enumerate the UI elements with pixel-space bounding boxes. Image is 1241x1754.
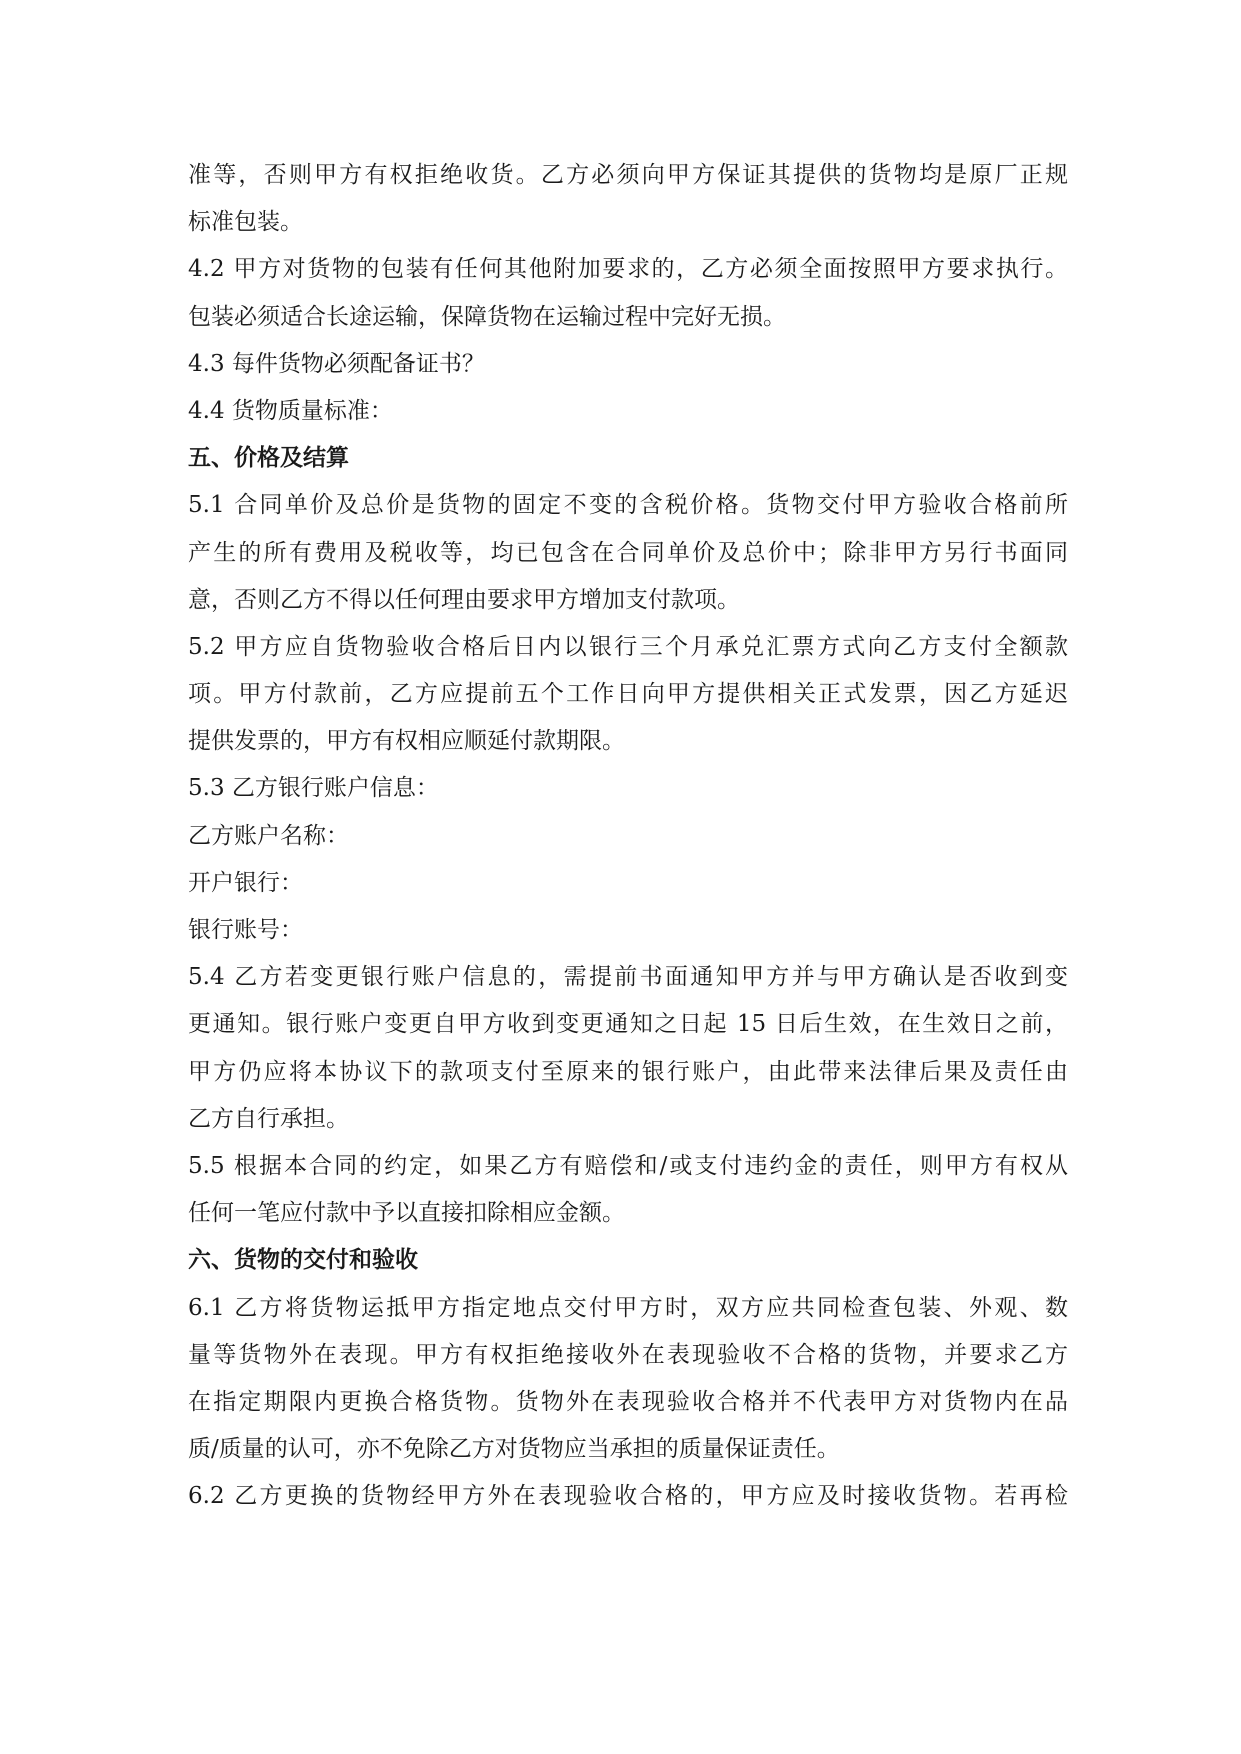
text-line: 5.3 乙方银行账户信息： bbox=[188, 775, 439, 802]
text-line: 项。甲方付款前，乙方应提前五个工作日向甲方提供相关正式发票，因乙方延迟 bbox=[188, 681, 1068, 708]
text-line: 5.5 根据本合同的约定，如果乙方有赔偿和/或支付违约金的责任，则甲方有权从 bbox=[188, 1152, 1068, 1179]
text-line: 4.4 货物质量标准： bbox=[188, 397, 393, 424]
text-line: 5.4 乙方若变更银行账户信息的，需提前书面通知甲方并与甲方确认是否收到变 bbox=[188, 964, 1068, 991]
text-line: 质/质量的认可，亦不免除乙方对货物应当承担的质量保证责任。 bbox=[188, 1436, 840, 1463]
text-line: 准等，否则甲方有权拒绝收货。乙方必须向甲方保证其提供的货物均是原厂正规 bbox=[188, 162, 1068, 188]
text-line: 银行账号： bbox=[188, 917, 303, 943]
text-line: 更通知。银行账户变更自甲方收到变更通知之日起 15 日后生效，在生效日之前， bbox=[188, 1011, 1068, 1038]
text-line: 6.1 乙方将货物运抵甲方指定地点交付甲方时，双方应共同检查包装、外观、数 bbox=[188, 1294, 1068, 1321]
text-line: 提供发票的，甲方有权相应顺延付款期限。 bbox=[188, 728, 625, 755]
text-line: 包装必须适合长途运输，保障货物在运输过程中完好无损。 bbox=[188, 303, 786, 330]
text-line: 意，否则乙方不得以任何理由要求甲方增加支付款项。 bbox=[188, 586, 740, 613]
text-line: 开户银行： bbox=[188, 869, 303, 896]
text-line: 5.1 合同单价及总价是货物的固定不变的含税价格。货物交付甲方验收合格前所 bbox=[188, 492, 1068, 519]
text-line: 5.2 甲方应自货物验收合格后日内以银行三个月承兑汇票方式向乙方支付全额款 bbox=[188, 633, 1068, 660]
section-heading: 六、货物的交付和验收 bbox=[188, 1247, 418, 1274]
section-heading: 五、价格及结算 bbox=[188, 445, 349, 472]
text-line: 4.2 甲方对货物的包装有任何其他附加要求的，乙方必须全面按照甲方要求执行。 bbox=[188, 256, 1068, 283]
text-line: 量等货物外在表现。甲方有权拒绝接收外在表现验收不合格的货物，并要求乙方 bbox=[188, 1341, 1068, 1368]
text-line: 产生的所有费用及税收等，均已包含在合同单价及总价中；除非甲方另行书面同 bbox=[188, 539, 1068, 566]
text-line: 乙方自行承担。 bbox=[188, 1105, 349, 1132]
text-line: 6.2 乙方更换的货物经甲方外在表现验收合格的，甲方应及时接收货物。若再检 bbox=[188, 1483, 1068, 1510]
text-line: 乙方账户名称： bbox=[188, 822, 349, 849]
text-line: 4.3 每件货物必须配备证书？ bbox=[188, 350, 485, 377]
text-line: 在指定期限内更换合格货物。货物外在表现验收合格并不代表甲方对货物内在品 bbox=[188, 1388, 1068, 1415]
text-line: 任何一笔应付款中予以直接扣除相应金额。 bbox=[188, 1200, 625, 1227]
text-line: 甲方仍应将本协议下的款项支付至原来的银行账户，由此带来法律后果及责任由 bbox=[188, 1058, 1068, 1085]
text-line: 标准包装。 bbox=[188, 209, 303, 236]
document-body bbox=[188, 152, 1068, 1520]
